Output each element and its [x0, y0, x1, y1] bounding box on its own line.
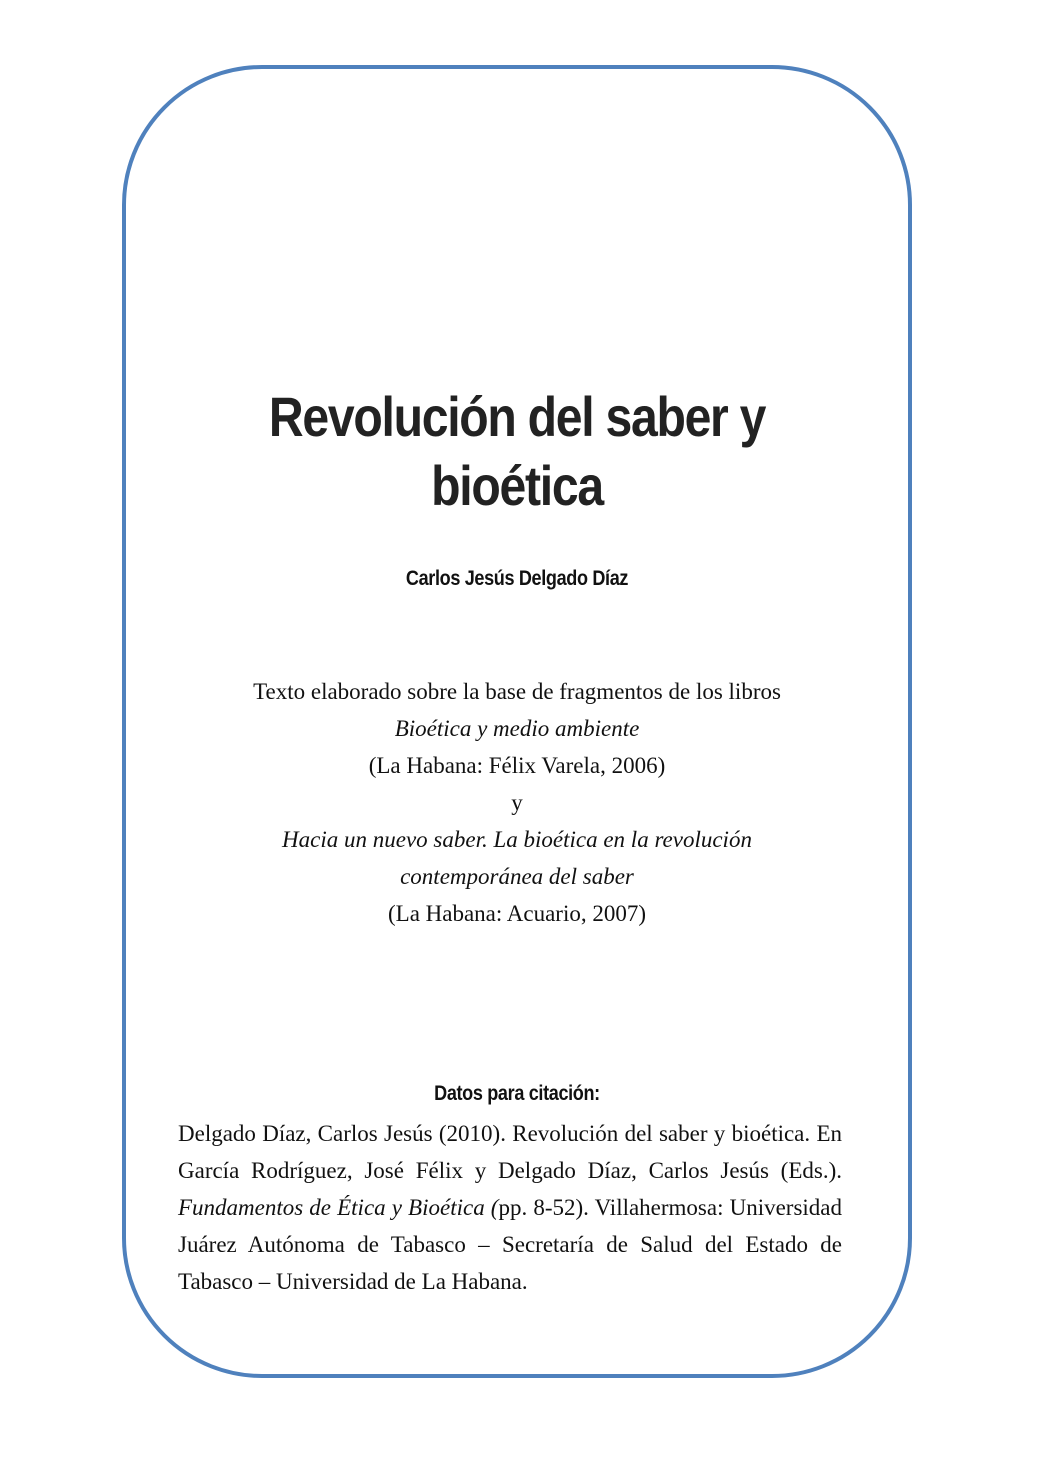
source-conjunction: y	[511, 790, 523, 815]
citation-text	[178, 1115, 842, 1300]
book2-publication: (La Habana: Acuario, 2007)	[387, 901, 646, 926]
book1-title: Bioética y medio ambiente	[394, 716, 640, 741]
book2-title-line1: Hacia un nuevo saber. La bioética en la revolución	[282, 827, 752, 852]
book2-title-line2: contemporánea del saber	[400, 864, 634, 889]
source-intro: Texto elaborado sobre la base de fragmentos de los libros	[253, 679, 781, 704]
document-title: Revolución del saber y bioética	[268, 385, 766, 517]
citation-book-title: Fundamentos de Ética y Bioética (	[178, 1195, 499, 1220]
citation-text-before: Delgado Díaz, Carlos Jesús (2010). Revolución del saber y bioética. En García Rodríguez, José Félix y Delgado Díaz, Carlos Jesús (Eds.).	[178, 1121, 842, 1183]
author-name: Carlos Jesús Delgado Díaz	[405, 567, 629, 590]
citation-text-after: pp. 8-52). Villahermosa: Universidad Juárez Autónoma de Tabasco – Secretaría de Salud del Estado de Tabasco – Universidad de La Habana.	[178, 1195, 843, 1294]
citation-heading: Datos para citación:	[434, 1082, 600, 1105]
book1-publication: (La Habana: Félix Varela, 2006)	[368, 753, 666, 778]
source-description	[150, 673, 884, 932]
